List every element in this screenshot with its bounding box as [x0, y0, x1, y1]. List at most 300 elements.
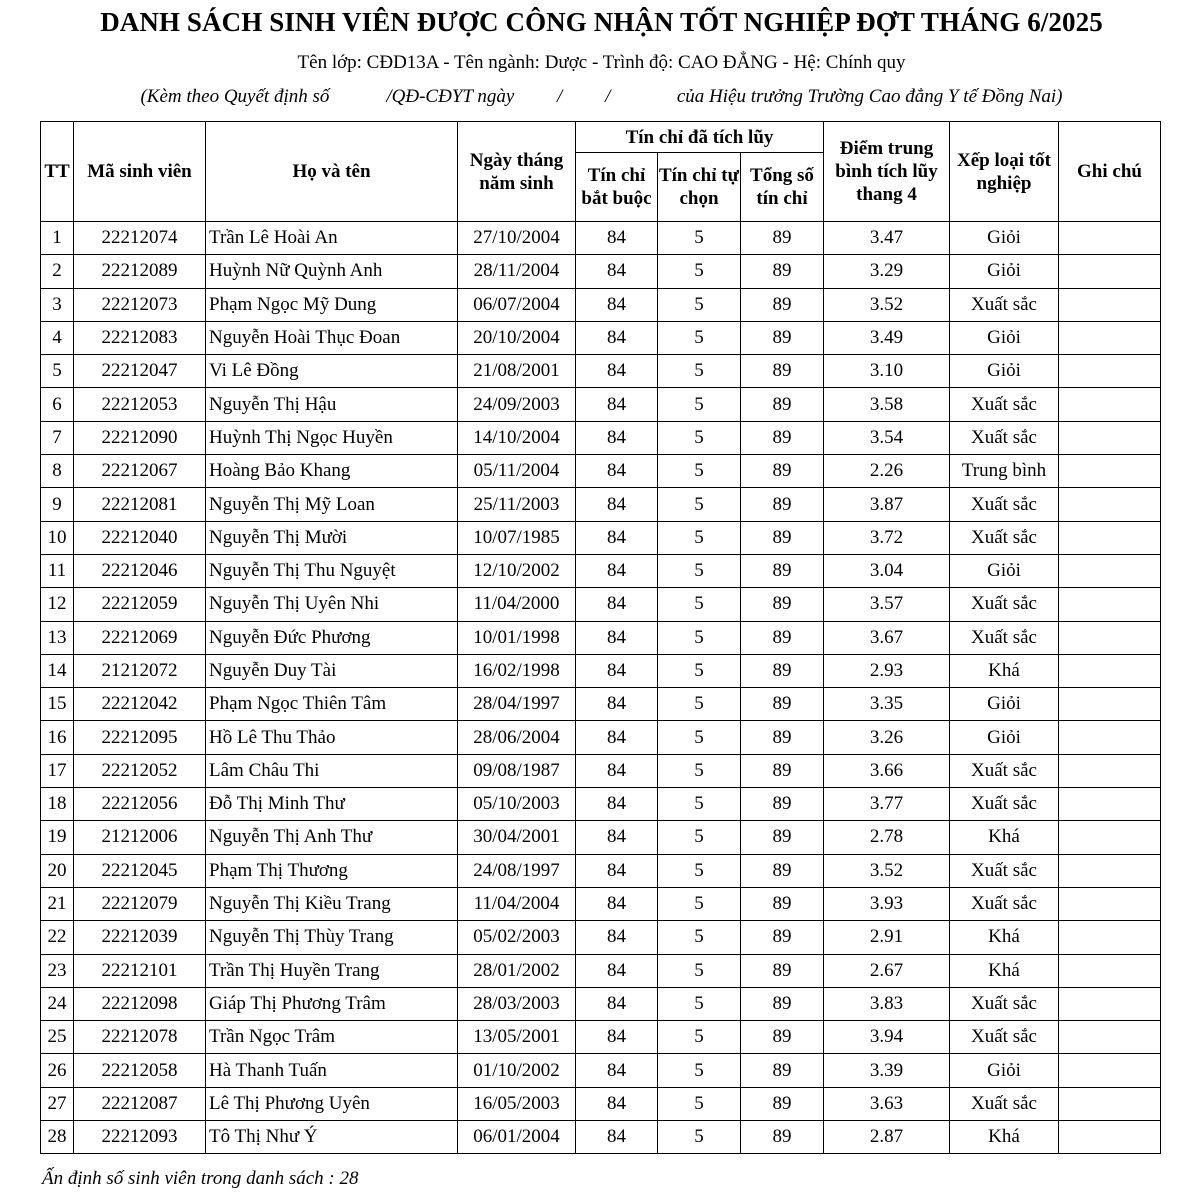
- cell-gpa: 3.10: [824, 355, 950, 388]
- cell-name: Trần Ngọc Trâm: [206, 1021, 458, 1054]
- cell-name: Nguyễn Thị Mười: [206, 521, 458, 554]
- cell-credits-required: 84: [576, 255, 658, 288]
- cell-dob: 13/05/2001: [458, 1021, 576, 1054]
- cell-gpa: 2.78: [824, 821, 950, 854]
- table-row: [41, 321, 1161, 354]
- cell-credits-required: 84: [576, 488, 658, 521]
- cell-name: Hoàng Bảo Khang: [206, 455, 458, 488]
- cell-tt: 28: [41, 1121, 74, 1154]
- cell-credits-required: 84: [576, 222, 658, 255]
- cell-dob: 10/07/1985: [458, 521, 576, 554]
- cell-note: [1059, 654, 1161, 687]
- cell-classification: Xuất sắc: [950, 1021, 1059, 1054]
- cell-credits-elective: 5: [658, 222, 741, 255]
- cell-classification: Giỏi: [950, 255, 1059, 288]
- cell-credits-required: 84: [576, 588, 658, 621]
- cell-gpa: 3.58: [824, 388, 950, 421]
- cell-name: Nguyễn Thị Hậu: [206, 388, 458, 421]
- cell-credits-total: 89: [741, 954, 824, 987]
- cell-student-id: 22212059: [74, 588, 206, 621]
- cell-note: [1059, 1021, 1161, 1054]
- cell-gpa: 3.94: [824, 1021, 950, 1054]
- cell-classification: Xuất sắc: [950, 788, 1059, 821]
- table-row: [41, 654, 1161, 687]
- cell-gpa: 3.66: [824, 754, 950, 787]
- cell-credits-total: 89: [741, 1054, 824, 1087]
- cell-credits-elective: 5: [658, 954, 741, 987]
- table-row: [41, 854, 1161, 887]
- cell-note: [1059, 222, 1161, 255]
- cell-credits-total: 89: [741, 654, 824, 687]
- cell-note: [1059, 754, 1161, 787]
- cell-note: [1059, 854, 1161, 887]
- cell-credits-elective: 5: [658, 621, 741, 654]
- cell-tt: 15: [41, 688, 74, 721]
- cell-credits-elective: 5: [658, 521, 741, 554]
- cell-credits-total: 89: [741, 421, 824, 454]
- cell-student-id: 22212067: [74, 455, 206, 488]
- cell-dob: 10/01/1998: [458, 621, 576, 654]
- cell-classification: Xuất sắc: [950, 887, 1059, 920]
- cell-credits-required: 84: [576, 388, 658, 421]
- cell-gpa: 3.47: [824, 222, 950, 255]
- cell-student-id: 22212069: [74, 621, 206, 654]
- cell-dob: 28/03/2003: [458, 987, 576, 1020]
- cell-tt: 13: [41, 621, 74, 654]
- cell-credits-elective: 5: [658, 854, 741, 887]
- cell-credits-total: 89: [741, 1021, 824, 1054]
- cell-tt: 9: [41, 488, 74, 521]
- cell-gpa: 3.54: [824, 421, 950, 454]
- cell-student-id: 22212098: [74, 987, 206, 1020]
- cell-credits-required: 84: [576, 854, 658, 887]
- table-row: [41, 1121, 1161, 1154]
- table-row: [41, 222, 1161, 255]
- cell-credits-total: 89: [741, 621, 824, 654]
- cell-classification: Giỏi: [950, 355, 1059, 388]
- student-count-note: Ấn định số sinh viên trong danh sách : 28: [42, 1168, 359, 1189]
- table-row: [41, 754, 1161, 787]
- cell-gpa: 3.04: [824, 554, 950, 587]
- cell-name: Giáp Thị Phương Trâm: [206, 987, 458, 1020]
- cell-tt: 26: [41, 1054, 74, 1087]
- cell-credits-total: 89: [741, 788, 824, 821]
- table-body: [41, 222, 1161, 1154]
- table-row: [41, 255, 1161, 288]
- cell-classification: Trung bình: [950, 455, 1059, 488]
- cell-tt: 5: [41, 355, 74, 388]
- table-row: [41, 1054, 1161, 1087]
- cell-student-id: 22212058: [74, 1054, 206, 1087]
- table-row: [41, 554, 1161, 587]
- cell-tt: 4: [41, 321, 74, 354]
- cell-classification: Khá: [950, 954, 1059, 987]
- cell-dob: 05/02/2003: [458, 921, 576, 954]
- table-row: [41, 388, 1161, 421]
- cell-credits-elective: 5: [658, 688, 741, 721]
- cell-credits-required: 84: [576, 887, 658, 920]
- cell-credits-required: 84: [576, 521, 658, 554]
- table-row: [41, 788, 1161, 821]
- cell-note: [1059, 788, 1161, 821]
- table-row: [41, 288, 1161, 321]
- cell-note: [1059, 887, 1161, 920]
- cell-classification: Xuất sắc: [950, 588, 1059, 621]
- table-row: [41, 921, 1161, 954]
- cell-credits-elective: 5: [658, 754, 741, 787]
- cell-gpa: 3.26: [824, 721, 950, 754]
- cell-credits-required: 84: [576, 654, 658, 687]
- cell-credits-total: 89: [741, 521, 824, 554]
- cell-credits-required: 84: [576, 688, 658, 721]
- cell-credits-total: 89: [741, 588, 824, 621]
- cell-credits-required: 84: [576, 1087, 658, 1120]
- cell-credits-elective: 5: [658, 887, 741, 920]
- cell-note: [1059, 1054, 1161, 1087]
- cell-student-id: 22212087: [74, 1087, 206, 1120]
- cell-name: Huỳnh Nữ Quỳnh Anh: [206, 255, 458, 288]
- cell-credits-elective: 5: [658, 455, 741, 488]
- header-note: Ghi chú: [1059, 122, 1161, 222]
- header-gpa: Điểm trung bình tích lũy thang 4: [824, 122, 950, 222]
- cell-gpa: 3.57: [824, 588, 950, 621]
- cell-tt: 2: [41, 255, 74, 288]
- header-student-id: Mã sinh viên: [74, 122, 206, 222]
- cell-note: [1059, 1121, 1161, 1154]
- cell-name: Nguyễn Duy Tài: [206, 654, 458, 687]
- cell-classification: Giỏi: [950, 688, 1059, 721]
- cell-credits-total: 89: [741, 388, 824, 421]
- cell-gpa: 3.49: [824, 321, 950, 354]
- cell-credits-required: 84: [576, 954, 658, 987]
- cell-classification: Xuất sắc: [950, 488, 1059, 521]
- cell-dob: 28/06/2004: [458, 721, 576, 754]
- cell-note: [1059, 388, 1161, 421]
- cell-credits-total: 89: [741, 554, 824, 587]
- cell-credits-required: 84: [576, 721, 658, 754]
- cell-name: Tô Thị Như Ý: [206, 1121, 458, 1154]
- cell-credits-total: 89: [741, 488, 824, 521]
- cell-student-id: 22212089: [74, 255, 206, 288]
- cell-note: [1059, 588, 1161, 621]
- header-credits-elective: Tín chỉ tự chọn: [658, 153, 741, 222]
- cell-credits-required: 84: [576, 821, 658, 854]
- cell-gpa: 3.93: [824, 887, 950, 920]
- table-row: [41, 355, 1161, 388]
- cell-credits-required: 84: [576, 321, 658, 354]
- cell-tt: 1: [41, 222, 74, 255]
- cell-classification: Khá: [950, 821, 1059, 854]
- cell-gpa: 3.67: [824, 621, 950, 654]
- cell-classification: Khá: [950, 1121, 1059, 1154]
- cell-dob: 28/04/1997: [458, 688, 576, 721]
- cell-gpa: 2.91: [824, 921, 950, 954]
- cell-tt: 20: [41, 854, 74, 887]
- cell-student-id: 22212047: [74, 355, 206, 388]
- cell-credits-total: 89: [741, 688, 824, 721]
- cell-note: [1059, 721, 1161, 754]
- cell-name: Nguyễn Thị Uyên Nhi: [206, 588, 458, 621]
- cell-credits-total: 89: [741, 321, 824, 354]
- cell-credits-elective: 5: [658, 554, 741, 587]
- cell-classification: Xuất sắc: [950, 754, 1059, 787]
- cell-student-id: 22212101: [74, 954, 206, 987]
- cell-tt: 23: [41, 954, 74, 987]
- table-row: [41, 521, 1161, 554]
- cell-tt: 19: [41, 821, 74, 854]
- cell-credits-total: 89: [741, 754, 824, 787]
- document-title: DANH SÁCH SINH VIÊN ĐƯỢC CÔNG NHẬN TỐT NGHIỆP ĐỢT THÁNG 6/2025: [100, 7, 1103, 37]
- cell-credits-required: 84: [576, 355, 658, 388]
- cell-dob: 06/07/2004: [458, 288, 576, 321]
- cell-student-id: 22212081: [74, 488, 206, 521]
- cell-student-id: 22212074: [74, 222, 206, 255]
- header-credits-total: Tổng số tín chỉ: [741, 153, 824, 222]
- cell-student-id: 22212073: [74, 288, 206, 321]
- cell-credits-required: 84: [576, 1121, 658, 1154]
- cell-credits-total: 89: [741, 821, 824, 854]
- cell-name: Nguyễn Thị Thu Nguyệt: [206, 554, 458, 587]
- cell-gpa: 3.83: [824, 987, 950, 1020]
- cell-credits-required: 84: [576, 1021, 658, 1054]
- cell-dob: 14/10/2004: [458, 421, 576, 454]
- cell-tt: 12: [41, 588, 74, 621]
- cell-gpa: 3.77: [824, 788, 950, 821]
- cell-dob: 28/11/2004: [458, 255, 576, 288]
- cell-student-id: 22212078: [74, 1021, 206, 1054]
- cell-credits-required: 84: [576, 421, 658, 454]
- header-tt: TT: [41, 122, 74, 222]
- cell-tt: 27: [41, 1087, 74, 1120]
- cell-classification: Xuất sắc: [950, 1087, 1059, 1120]
- cell-dob: 24/08/1997: [458, 854, 576, 887]
- cell-name: Nguyễn Thị Mỹ Loan: [206, 488, 458, 521]
- cell-note: [1059, 255, 1161, 288]
- cell-student-id: 22212053: [74, 388, 206, 421]
- cell-dob: 30/04/2001: [458, 821, 576, 854]
- table-row: [41, 421, 1161, 454]
- cell-student-id: 21212006: [74, 821, 206, 854]
- cell-gpa: 3.39: [824, 1054, 950, 1087]
- cell-tt: 11: [41, 554, 74, 587]
- cell-student-id: 22212090: [74, 421, 206, 454]
- cell-dob: 24/09/2003: [458, 388, 576, 421]
- cell-name: Huỳnh Thị Ngọc Huyền: [206, 421, 458, 454]
- cell-credits-elective: 5: [658, 721, 741, 754]
- cell-student-id: 22212040: [74, 521, 206, 554]
- cell-credits-total: 89: [741, 255, 824, 288]
- cell-credits-elective: 5: [658, 1087, 741, 1120]
- table-row: [41, 887, 1161, 920]
- cell-gpa: 2.93: [824, 654, 950, 687]
- cell-tt: 22: [41, 921, 74, 954]
- header-credits-group: Tín chỉ đã tích lũy: [576, 122, 824, 153]
- cell-note: [1059, 921, 1161, 954]
- cell-credits-elective: 5: [658, 788, 741, 821]
- cell-name: Nguyễn Thị Thùy Trang: [206, 921, 458, 954]
- cell-credits-required: 84: [576, 1054, 658, 1087]
- cell-dob: 11/04/2000: [458, 588, 576, 621]
- cell-dob: 12/10/2002: [458, 554, 576, 587]
- class-info: Tên lớp: CĐD13A - Tên ngành: Dược - Trình độ: CAO ĐẲNG - Hệ: Chính quy: [297, 52, 906, 73]
- cell-credits-elective: 5: [658, 255, 741, 288]
- cell-tt: 16: [41, 721, 74, 754]
- cell-gpa: 3.52: [824, 288, 950, 321]
- cell-credits-required: 84: [576, 754, 658, 787]
- cell-classification: Giỏi: [950, 321, 1059, 354]
- cell-dob: 21/08/2001: [458, 355, 576, 388]
- cell-gpa: 2.26: [824, 455, 950, 488]
- cell-credits-elective: 5: [658, 321, 741, 354]
- cell-student-id: 21212072: [74, 654, 206, 687]
- cell-dob: 27/10/2004: [458, 222, 576, 255]
- cell-classification: Xuất sắc: [950, 621, 1059, 654]
- cell-credits-elective: 5: [658, 355, 741, 388]
- cell-student-id: 22212093: [74, 1121, 206, 1154]
- cell-credits-required: 84: [576, 455, 658, 488]
- cell-student-id: 22212083: [74, 321, 206, 354]
- cell-credits-required: 84: [576, 921, 658, 954]
- cell-credits-required: 84: [576, 987, 658, 1020]
- cell-dob: 09/08/1987: [458, 754, 576, 787]
- cell-name: Trần Lê Hoài An: [206, 222, 458, 255]
- cell-tt: 10: [41, 521, 74, 554]
- graduates-table: [40, 121, 1161, 1154]
- cell-credits-required: 84: [576, 288, 658, 321]
- table-row: [41, 954, 1161, 987]
- table-row: [41, 488, 1161, 521]
- cell-gpa: 3.72: [824, 521, 950, 554]
- header-name: Họ và tên: [206, 122, 458, 222]
- cell-dob: 25/11/2003: [458, 488, 576, 521]
- cell-classification: Giỏi: [950, 721, 1059, 754]
- table-row: [41, 987, 1161, 1020]
- cell-name: Nguyễn Hoài Thục Đoan: [206, 321, 458, 354]
- cell-gpa: 2.87: [824, 1121, 950, 1154]
- cell-name: Nguyễn Thị Anh Thư: [206, 821, 458, 854]
- cell-name: Lê Thị Phương Uyên: [206, 1087, 458, 1120]
- cell-credits-total: 89: [741, 921, 824, 954]
- cell-tt: 3: [41, 288, 74, 321]
- cell-credits-total: 89: [741, 455, 824, 488]
- cell-credits-elective: 5: [658, 288, 741, 321]
- cell-note: [1059, 987, 1161, 1020]
- cell-classification: Giỏi: [950, 222, 1059, 255]
- cell-credits-required: 84: [576, 788, 658, 821]
- cell-classification: Xuất sắc: [950, 521, 1059, 554]
- cell-name: Nguyễn Đức Phương: [206, 621, 458, 654]
- cell-classification: Xuất sắc: [950, 854, 1059, 887]
- cell-tt: 17: [41, 754, 74, 787]
- cell-credits-elective: 5: [658, 1121, 741, 1154]
- cell-gpa: 3.35: [824, 688, 950, 721]
- table-row: [41, 455, 1161, 488]
- cell-student-id: 22212042: [74, 688, 206, 721]
- cell-note: [1059, 521, 1161, 554]
- cell-dob: 20/10/2004: [458, 321, 576, 354]
- table-row: [41, 1021, 1161, 1054]
- cell-credits-total: 89: [741, 1121, 824, 1154]
- cell-credits-elective: 5: [658, 1054, 741, 1087]
- cell-name: Hồ Lê Thu Thảo: [206, 721, 458, 754]
- cell-note: [1059, 688, 1161, 721]
- cell-credits-total: 89: [741, 987, 824, 1020]
- cell-classification: Xuất sắc: [950, 288, 1059, 321]
- cell-classification: Khá: [950, 654, 1059, 687]
- cell-credits-elective: 5: [658, 588, 741, 621]
- cell-credits-total: 89: [741, 721, 824, 754]
- table-row: [41, 721, 1161, 754]
- cell-credits-required: 84: [576, 621, 658, 654]
- cell-credits-total: 89: [741, 854, 824, 887]
- cell-tt: 6: [41, 388, 74, 421]
- cell-note: [1059, 321, 1161, 354]
- cell-classification: Giỏi: [950, 554, 1059, 587]
- cell-name: Phạm Ngọc Thiên Tâm: [206, 688, 458, 721]
- table-row: [41, 1087, 1161, 1120]
- cell-dob: 16/02/1998: [458, 654, 576, 687]
- table-row: [41, 621, 1161, 654]
- cell-student-id: 22212046: [74, 554, 206, 587]
- cell-name: Trần Thị Huyền Trang: [206, 954, 458, 987]
- cell-gpa: 3.87: [824, 488, 950, 521]
- cell-student-id: 22212039: [74, 921, 206, 954]
- cell-name: Hà Thanh Tuấn: [206, 1054, 458, 1087]
- cell-student-id: 22212045: [74, 854, 206, 887]
- cell-dob: 01/10/2002: [458, 1054, 576, 1087]
- cell-note: [1059, 421, 1161, 454]
- cell-tt: 25: [41, 1021, 74, 1054]
- cell-note: [1059, 821, 1161, 854]
- cell-name: Nguyễn Thị Kiều Trang: [206, 887, 458, 920]
- table-row: [41, 821, 1161, 854]
- cell-note: [1059, 488, 1161, 521]
- cell-classification: Xuất sắc: [950, 388, 1059, 421]
- cell-note: [1059, 355, 1161, 388]
- cell-student-id: 22212056: [74, 788, 206, 821]
- cell-credits-elective: 5: [658, 654, 741, 687]
- cell-name: Vi Lê Đồng: [206, 355, 458, 388]
- cell-credits-total: 89: [741, 222, 824, 255]
- cell-student-id: 22212052: [74, 754, 206, 787]
- cell-classification: Xuất sắc: [950, 987, 1059, 1020]
- cell-dob: 06/01/2004: [458, 1121, 576, 1154]
- cell-name: Lâm Châu Thi: [206, 754, 458, 787]
- header-classification: Xếp loại tốt nghiệp: [950, 122, 1059, 222]
- cell-name: Phạm Thị Thương: [206, 854, 458, 887]
- cell-note: [1059, 954, 1161, 987]
- cell-name: Đỗ Thị Minh Thư: [206, 788, 458, 821]
- table-row: [41, 688, 1161, 721]
- cell-dob: 11/04/2004: [458, 887, 576, 920]
- cell-credits-total: 89: [741, 288, 824, 321]
- decision-reference: (Kèm theo Quyết định số /QĐ-CĐYT ngày / / của Hiệu trưởng Trường Cao đẳng Y tế Đồng Nai): [140, 86, 1063, 107]
- cell-tt: 7: [41, 421, 74, 454]
- header-dob: Ngày tháng năm sinh: [458, 122, 576, 222]
- cell-dob: 05/11/2004: [458, 455, 576, 488]
- cell-gpa: 2.67: [824, 954, 950, 987]
- cell-credits-required: 84: [576, 554, 658, 587]
- cell-credits-total: 89: [741, 1087, 824, 1120]
- cell-credits-elective: 5: [658, 388, 741, 421]
- table-row: [41, 588, 1161, 621]
- cell-note: [1059, 288, 1161, 321]
- cell-tt: 18: [41, 788, 74, 821]
- cell-credits-total: 89: [741, 887, 824, 920]
- cell-dob: 05/10/2003: [458, 788, 576, 821]
- cell-student-id: 22212095: [74, 721, 206, 754]
- cell-classification: Khá: [950, 921, 1059, 954]
